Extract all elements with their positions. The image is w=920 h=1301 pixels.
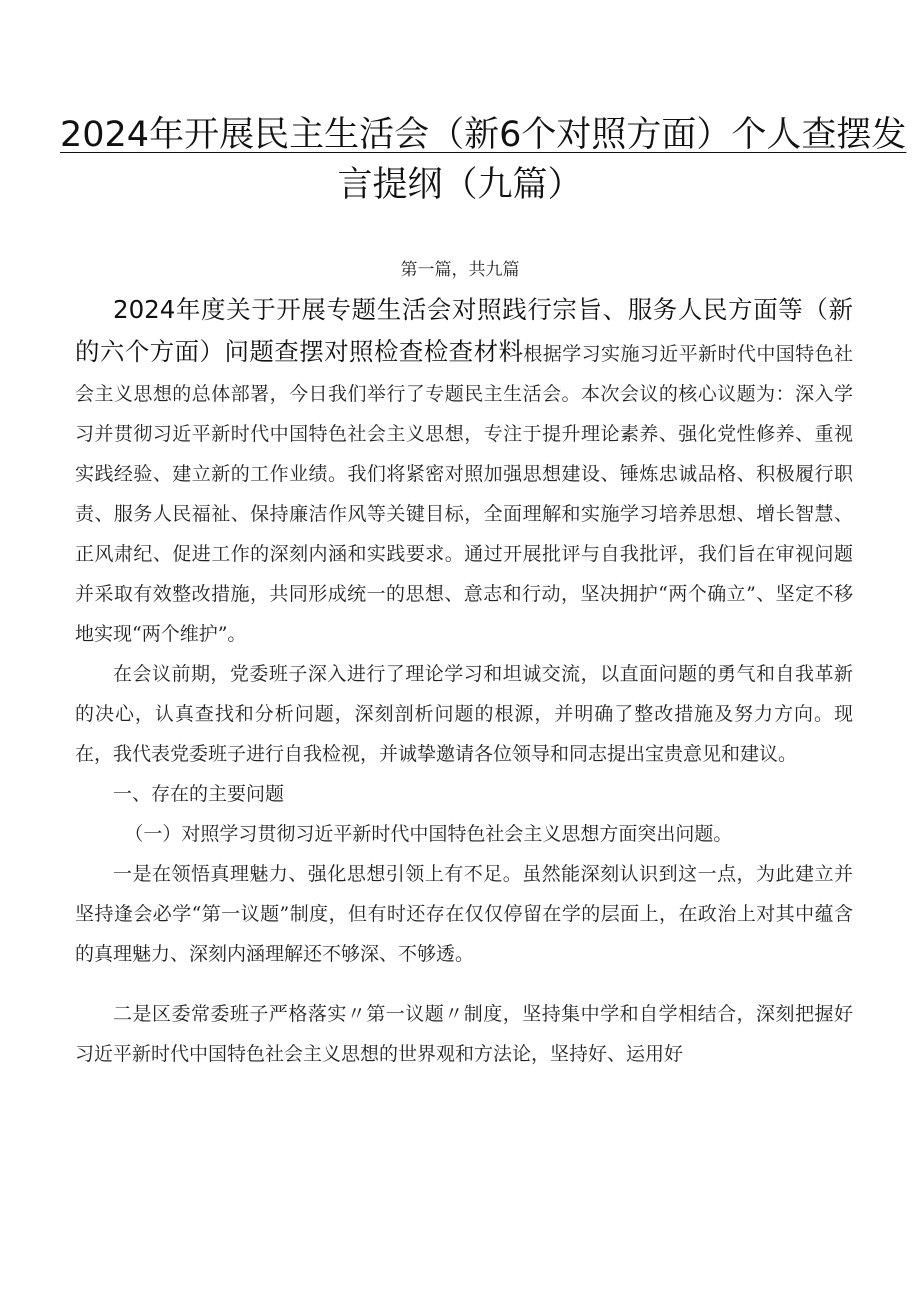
lead-paragraph (75, 290, 853, 654)
document-title (60, 110, 907, 210)
section-label: 第一篇，共九篇 (400, 260, 520, 280)
sub-heading-1: （一）对照学习贯彻习近平新时代中国特色社会主义思想方面突出问题。 (124, 823, 733, 845)
title-line-2: 言提纲（九篇） (337, 165, 583, 205)
section-heading-1: 一、存在的主要问题 (113, 783, 285, 805)
lead-title: 2024年度关于开展专题生活会对照践行宗旨、服务人民方面等（新的六个方面）问题查摆对照检查检查材料 (75, 295, 853, 366)
paragraph-3: 一是在领悟真理魅力、强化思想引领上有不足。虽然能深刻认识到这一点，为此建立并坚持逢会必学“第一议题”制度，但有时还存在仅仅停留在学的层面上，在政治上对其中蕴含的真理魅力、深刻内涵理解还不够深、不够透。 (75, 863, 853, 965)
document-body (75, 290, 853, 1074)
paragraph-gap (75, 974, 853, 994)
title-line-1: 2024年开展民主生活会（新6个对照方面）个人查摆发 (60, 115, 907, 155)
paragraph-4: 二是区委常委班子严格落实〃第一议题〃制度，坚持集中学和自学相结合，深刻把握好习近平新时代中国特色社会主义思想的世界观和方法论，坚持好、运用好 (75, 1003, 853, 1065)
lead-text: 根据学习实施习近平新时代中国特色社会主义思想的总体部署，今日我们举行了专题民主生活会。本次会议的核心议题为：深入学习并贯彻习近平新时代中国特色社会主义思想，专注于提升理论素养、强化党性修养、重视实践经验、建立新的工作业绩。我们将紧密对照加强思想建设、锤炼忠诚品格、积极履行职责、服务人民福祉、保持廉洁作风等关键目标，全面理解和实施学习培养思想、增长智慧、正风肃纪、促进工作的深刻内涵和实践要求。通过开展批评与自我批评，我们旨在审视问题并采取有效整改措施，共同形成统一的思想、意志和行动，坚决拥护“两个确立”、坚定不移地实现“两个维护”。 (75, 343, 853, 645)
paragraph-2: 在会议前期，党委班子深入进行了理论学习和坦诚交流，以直面问题的勇气和自我革新的决心，认真查找和分析问题，深刻剖析问题的根源，并明确了整改措施及努力方向。现在，我代表党委班子进行自我检视，并诚挚邀请各位领导和同志提出宝贵意见和建议。 (75, 663, 853, 765)
